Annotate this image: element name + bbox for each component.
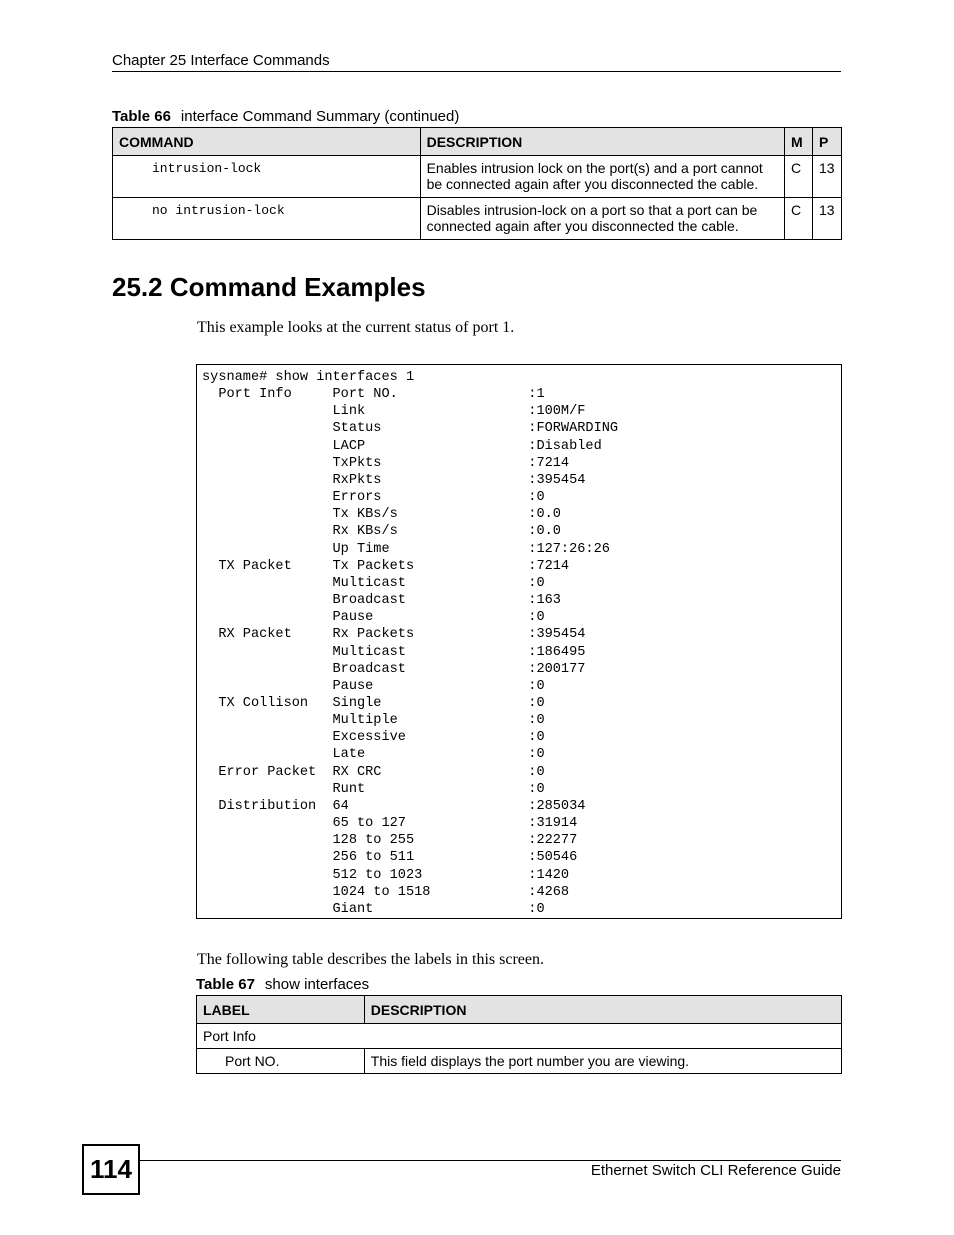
m-cell: C	[785, 198, 813, 240]
m-cell: C	[785, 156, 813, 198]
table66-header-row	[113, 128, 842, 156]
description-cell: Enables intrusion lock on the port(s) and a port cannot be connected again after you disconnected the cable.	[420, 156, 784, 198]
table-group-row	[197, 1024, 842, 1049]
col-command: COMMAND	[113, 128, 421, 156]
col-p: P	[812, 128, 841, 156]
p-cell: 13	[812, 198, 841, 240]
table-row	[113, 198, 842, 240]
show-interfaces-table	[196, 995, 842, 1074]
command-cell: intrusion-lock	[113, 156, 421, 198]
table67-header-row	[197, 996, 842, 1024]
table-row	[197, 1049, 842, 1074]
cli-output-box	[196, 364, 842, 919]
label-cell: Port NO.	[197, 1049, 365, 1074]
table-row	[113, 156, 842, 198]
table66-label: Table 66	[112, 108, 171, 125]
guide-title: Ethernet Switch CLI Reference Guide	[590, 1162, 841, 1179]
p-cell: 13	[812, 156, 841, 198]
section-title: 25.2 Command Examples	[112, 272, 426, 302]
col-description: DESCRIPTION	[364, 996, 841, 1024]
table67-caption	[196, 976, 369, 993]
col-label: LABEL	[197, 996, 365, 1024]
page-number: 114	[82, 1144, 140, 1195]
table66-title: interface Command Summary (continued)	[180, 108, 460, 125]
group-cell: Port Info	[197, 1024, 842, 1049]
cli-output: sysname# show interfaces 1 Port Info Port NO. :1 Link :100M/F Status :FORWARDING LACP :Disabled TxPkts :7214 RxPkts :395454 Errors :0 Tx KBs/s :0.0 Rx KBs/s :0.0 Up Time :127:26:26 TX Packet Tx Packets :7214 Multicast :0 Broadcast :163 Pause :0 RX Packet Rx Packets :395454 Multicast :186495 Broadcast :200177 Pause :0 TX Collison Single :0 Multiple :0 Excessive :0 Late :0 Error Packet RX CRC :0 Runt :0 Distribution 64 :285034 65 to 127 :31914 128 to 255 :22277 256 to 511 :50546 512 to 1023 :1420 1024 to 1518 :4268 Giant :0	[202, 370, 619, 917]
command-summary-table	[112, 127, 842, 240]
following-paragraph: The following table describes the labels in this screen.	[197, 951, 545, 968]
col-description: DESCRIPTION	[420, 128, 784, 156]
footer-rule	[140, 1160, 841, 1161]
col-m: M	[785, 128, 813, 156]
table66-caption	[112, 108, 459, 125]
command-cell: no intrusion-lock	[113, 198, 421, 240]
table67-title: show interfaces	[264, 976, 370, 993]
description-cell: Disables intrusion-lock on a port so that a port can be connected again after you disconnected the cable.	[420, 198, 784, 240]
header-rule	[112, 71, 841, 72]
chapter-header: Chapter 25 Interface Commands	[112, 52, 330, 69]
description-cell: This field displays the port number you are viewing.	[364, 1049, 841, 1074]
table67-label: Table 67	[196, 976, 255, 993]
intro-paragraph: This example looks at the current status of port 1.	[197, 319, 515, 336]
